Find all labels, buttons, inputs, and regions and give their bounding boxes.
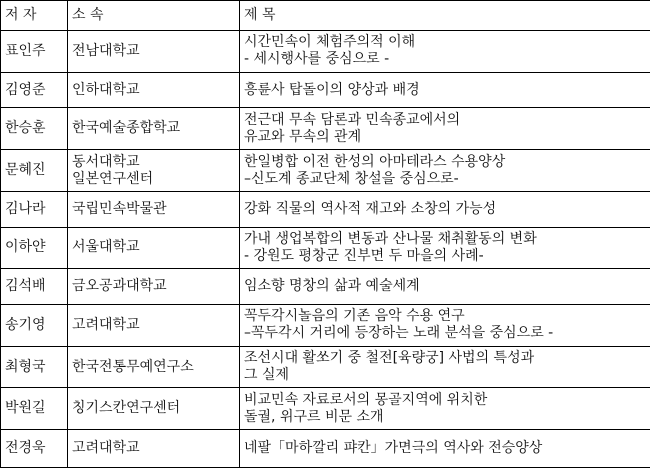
- title-line: 네팔「마하깔리 퍄칸」가면극의 역사와 전승양상: [244, 440, 543, 457]
- title-cell: [240, 269, 650, 305]
- affiliation-cell: [68, 388, 240, 430]
- author-cell: 최형국: [1, 346, 68, 388]
- affiliation-cell: [68, 346, 240, 388]
- title-cell: [240, 191, 650, 227]
- title-cell: [240, 346, 650, 388]
- affiliation-cell: [68, 430, 240, 468]
- table-row: [1, 227, 650, 269]
- affiliation-line: 고려대학교: [72, 316, 140, 333]
- title-line: 조선시대 활쏘기 중 철전[육량궁] 사법의 특성과: [244, 350, 535, 367]
- title-cell: [240, 31, 650, 73]
- affiliation-line: 동서대학교: [72, 153, 140, 170]
- title-cell: [240, 150, 650, 192]
- table-row: [1, 304, 650, 346]
- author-cell: 박원길: [1, 388, 68, 430]
- affiliation-cell: [68, 269, 240, 305]
- title-line: 시간민속이 체험주의적 이해: [244, 34, 416, 51]
- title-line: 흥륜사 탑돌이의 양상과 배경: [244, 81, 420, 98]
- affiliation-cell: [68, 150, 240, 192]
- header-row: [1, 1, 650, 31]
- title-line: - 세시행사를 중심으로 -: [244, 51, 390, 68]
- table-row: [1, 191, 650, 227]
- affiliation-cell: [68, 304, 240, 346]
- affiliation-line: 고려대학교: [72, 440, 140, 457]
- author-cell: 문혜진: [1, 150, 68, 192]
- table-row: [1, 269, 650, 305]
- title-line: 꼭두각시놀음의 기존 음악 수용 연구: [244, 308, 465, 325]
- table-row: [1, 31, 650, 73]
- affiliation-line: 서울대학교: [72, 239, 140, 256]
- title-line: - 강원도 평창군 진부면 두 마을의 사례-: [244, 247, 484, 264]
- affiliation-line: 칭기스칸연구센터: [72, 400, 181, 417]
- affiliation-cell: [68, 191, 240, 227]
- table-row: [1, 150, 650, 192]
- affiliation-line: 금오공과대학교: [72, 278, 167, 295]
- author-cell: 한승훈: [1, 108, 68, 150]
- header-title: 제 목: [240, 1, 650, 31]
- affiliation-line: 한국예술종합학교: [72, 120, 181, 137]
- table-row: [1, 388, 650, 430]
- author-cell: 송기영: [1, 304, 68, 346]
- author-cell: 전경욱: [1, 430, 68, 468]
- title-line: 돌궐, 위구르 비문 소개: [244, 408, 384, 425]
- title-line: 강화 직물의 역사적 재고와 소창의 가능성: [244, 200, 497, 217]
- affiliation-line: 한국전통무예연구소: [72, 358, 194, 375]
- affiliation-cell: [68, 227, 240, 269]
- title-line: 한일병합 이전 한성의 아마테라스 수용양상: [244, 153, 506, 170]
- affiliation-line: 전남대학교: [72, 42, 140, 59]
- title-line: 전근대 무속 담론과 민속종교에서의: [244, 111, 461, 128]
- table-row: [1, 346, 650, 388]
- author-cell: 김영준: [1, 72, 68, 108]
- affiliation-line: 국립민속박물관: [72, 200, 167, 217]
- title-cell: [240, 430, 650, 468]
- title-line: –신도계 종교단체 창설을 중심으로-: [244, 170, 459, 187]
- title-line: –꼭두각시 거리에 등장하는 노래 분석을 중심으로 -: [244, 325, 554, 342]
- affiliation-cell: [68, 72, 240, 108]
- title-cell: [240, 388, 650, 430]
- title-line: 임소향 명창의 삶과 예술세계: [244, 278, 420, 295]
- affiliation-line: 일본연구센터: [72, 170, 154, 187]
- title-line: 유교와 무속의 관계: [244, 128, 362, 145]
- title-line: 가내 생업복합의 변동과 산나물 채취활동의 변화: [244, 230, 537, 247]
- affiliation-cell: [68, 108, 240, 150]
- affiliation-line: 인하대학교: [72, 81, 140, 98]
- author-cell: 표인주: [1, 31, 68, 73]
- header-affiliation: 소 속: [68, 1, 240, 31]
- affiliation-cell: [68, 31, 240, 73]
- table-row: [1, 430, 650, 468]
- title-cell: [240, 108, 650, 150]
- table-row: [1, 108, 650, 150]
- author-cell: 김나라: [1, 191, 68, 227]
- author-cell: 이하얀: [1, 227, 68, 269]
- title-line: 그 실제: [244, 367, 290, 384]
- title-cell: [240, 227, 650, 269]
- title-line: 비교민속 자료로서의 몽골지역에 위치한: [244, 391, 488, 408]
- header-author: 저 자: [1, 1, 68, 31]
- table-row: [1, 72, 650, 108]
- table-body: [1, 31, 650, 468]
- author-cell: 김석배: [1, 269, 68, 305]
- title-cell: [240, 304, 650, 346]
- title-cell: [240, 72, 650, 108]
